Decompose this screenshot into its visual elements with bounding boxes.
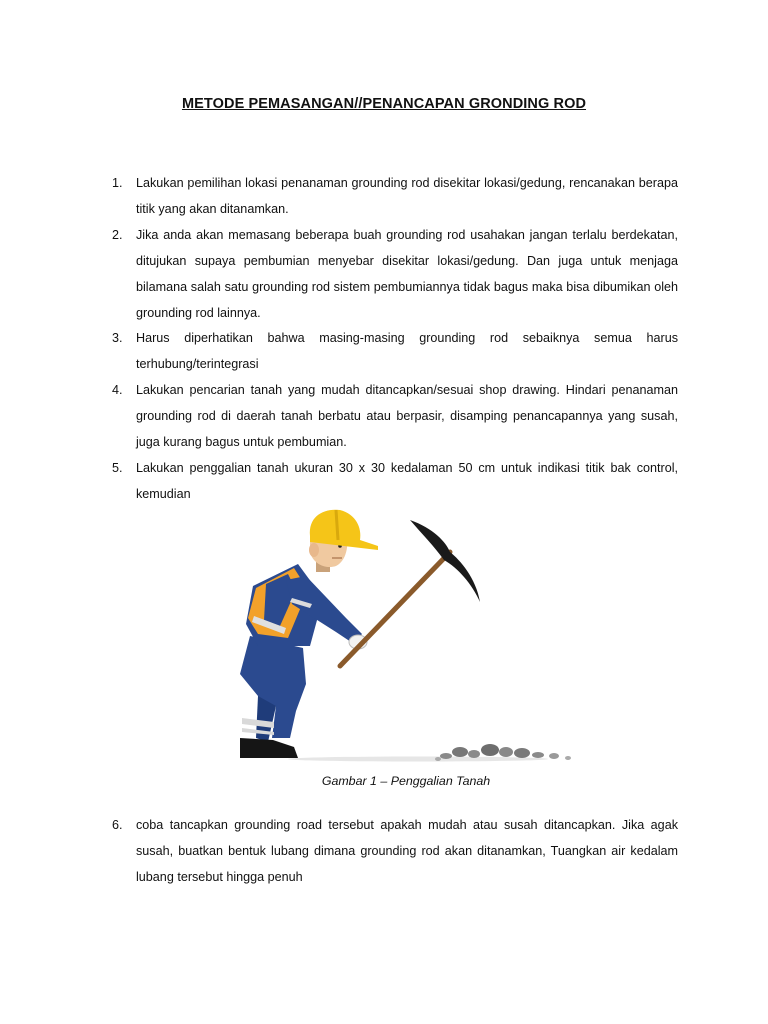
worker-digging-illustration	[228, 506, 588, 772]
list-item	[112, 325, 678, 377]
list-number: 2.	[112, 228, 123, 242]
list-item	[112, 812, 678, 890]
list-number: 5.	[112, 461, 123, 475]
list-number: 4.	[112, 383, 123, 397]
list-item	[112, 455, 678, 507]
list-number: 1.	[112, 176, 123, 190]
document-title: METODE PEMASANGAN//PENANCAPAN GRONDING ROD	[181, 96, 587, 112]
list-item	[112, 222, 678, 326]
list-text: Jika anda akan memasang beberapa buah grounding rod usahakan jangan terlalu berdekatan, ditujukan supaya pembumian menyebar disekitar lokasi/gedung. Dan juga untuk menjaga bilamana salah satu grounding rod sistem pembumiannya tidak bagus maka bisa dibumikan oleh grounding rod lainnya.	[136, 228, 678, 320]
list-text: Lakukan pemilihan lokasi penanaman grounding rod disekitar lokasi/gedung, rencanakan berapa titik yang akan ditanamkan.	[136, 176, 678, 216]
list-text: Lakukan pencarian tanah yang mudah ditancapkan/sesuai shop drawing. Hindari penanaman grounding rod di daerah tanah berbatu atau berpasir, disamping penancapannya yang susah, juga kurang bagus untuk pembumian.	[136, 383, 678, 449]
list-number: 3.	[112, 331, 123, 345]
list-item	[112, 377, 678, 455]
list-text: coba tancapkan grounding road tersebut apakah mudah atau susah ditancapkan. Jika agak susah, buatkan bentuk lubang dimana grounding rod akan ditanamkan, Tuangkan air kedalam lubang tersebut hingga penuh	[136, 818, 678, 884]
list-text: Lakukan penggalian tanah ukuran 30 x 30 kedalaman 50 cm untuk indikasi titik bak control, kemudian	[136, 461, 678, 501]
list-item	[112, 170, 678, 222]
list-text: Harus diperhatikan bahwa masing-masing grounding rod sebaiknya semua harus terhubung/terintegrasi	[136, 331, 678, 371]
figure-caption: Gambar 1 – Penggalian Tanah	[321, 774, 491, 788]
list-number: 6.	[112, 818, 123, 832]
